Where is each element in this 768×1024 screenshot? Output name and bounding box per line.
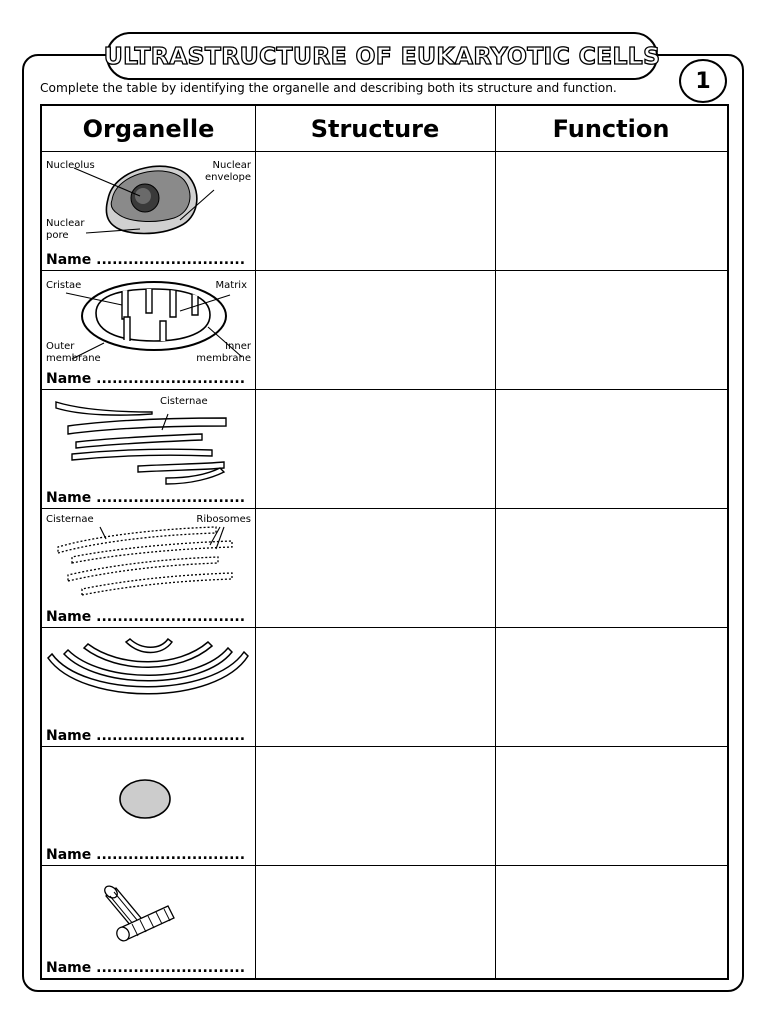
instructions-text: Complete the table by identifying the organelle and describing both its structure and function. — [40, 81, 617, 95]
label-nuclear-pore-1: Nuclear — [46, 218, 85, 229]
label-inner-membrane-2: membrane — [196, 353, 251, 364]
label-cisternae: Cisternae — [46, 514, 94, 525]
name-blank[interactable]: Name ............................ — [46, 960, 246, 976]
header-structure: Structure — [310, 114, 440, 143]
organelle-cell-rough-er — [42, 509, 255, 627]
name-blank[interactable]: Name ............................ — [46, 728, 246, 744]
label-outer-membrane-2: membrane — [46, 353, 101, 364]
name-blank[interactable]: Name ............................ — [46, 609, 246, 625]
label-matrix: Matrix — [215, 280, 247, 291]
organelle-cell-nucleus — [42, 152, 255, 270]
name-blank[interactable]: Name ............................ — [46, 490, 246, 506]
label-nucleolus: Nucleolus — [46, 160, 95, 171]
organelle-cell-golgi — [42, 628, 255, 746]
header-organelle: Organelle — [82, 114, 215, 143]
organelle-cell-centrioles — [42, 866, 255, 978]
column-divider — [495, 106, 496, 978]
label-nuclear-envelope-2: envelope — [205, 172, 251, 183]
label-cristae: Cristae — [46, 280, 82, 291]
title-banner — [103, 32, 661, 80]
label-inner-membrane-1: Inner — [225, 341, 251, 352]
worksheet-title: ULTRASTRUCTURE OF EUKARYOTIC CELLS — [103, 42, 661, 70]
name-blank[interactable]: Name ............................ — [46, 371, 246, 387]
organelle-cell-vesicle — [42, 747, 255, 865]
organelle-table — [40, 104, 729, 980]
label-outer-membrane-1: Outer — [46, 341, 75, 352]
label-nuclear-pore-2: pore — [46, 230, 69, 241]
header-function: Function — [552, 114, 670, 143]
organelle-cell-smooth-er — [42, 390, 255, 508]
name-blank[interactable]: Name ............................ — [46, 252, 246, 268]
sheet-number-badge: 1 — [679, 59, 727, 103]
organelle-cell-mitochondrion — [42, 271, 255, 389]
name-blank[interactable]: Name ............................ — [46, 847, 246, 863]
label-nuclear-envelope-1: Nuclear — [212, 160, 251, 171]
label-cisternae: Cisternae — [160, 396, 208, 407]
label-ribosomes: Ribosomes — [196, 514, 251, 525]
column-divider — [255, 106, 256, 978]
